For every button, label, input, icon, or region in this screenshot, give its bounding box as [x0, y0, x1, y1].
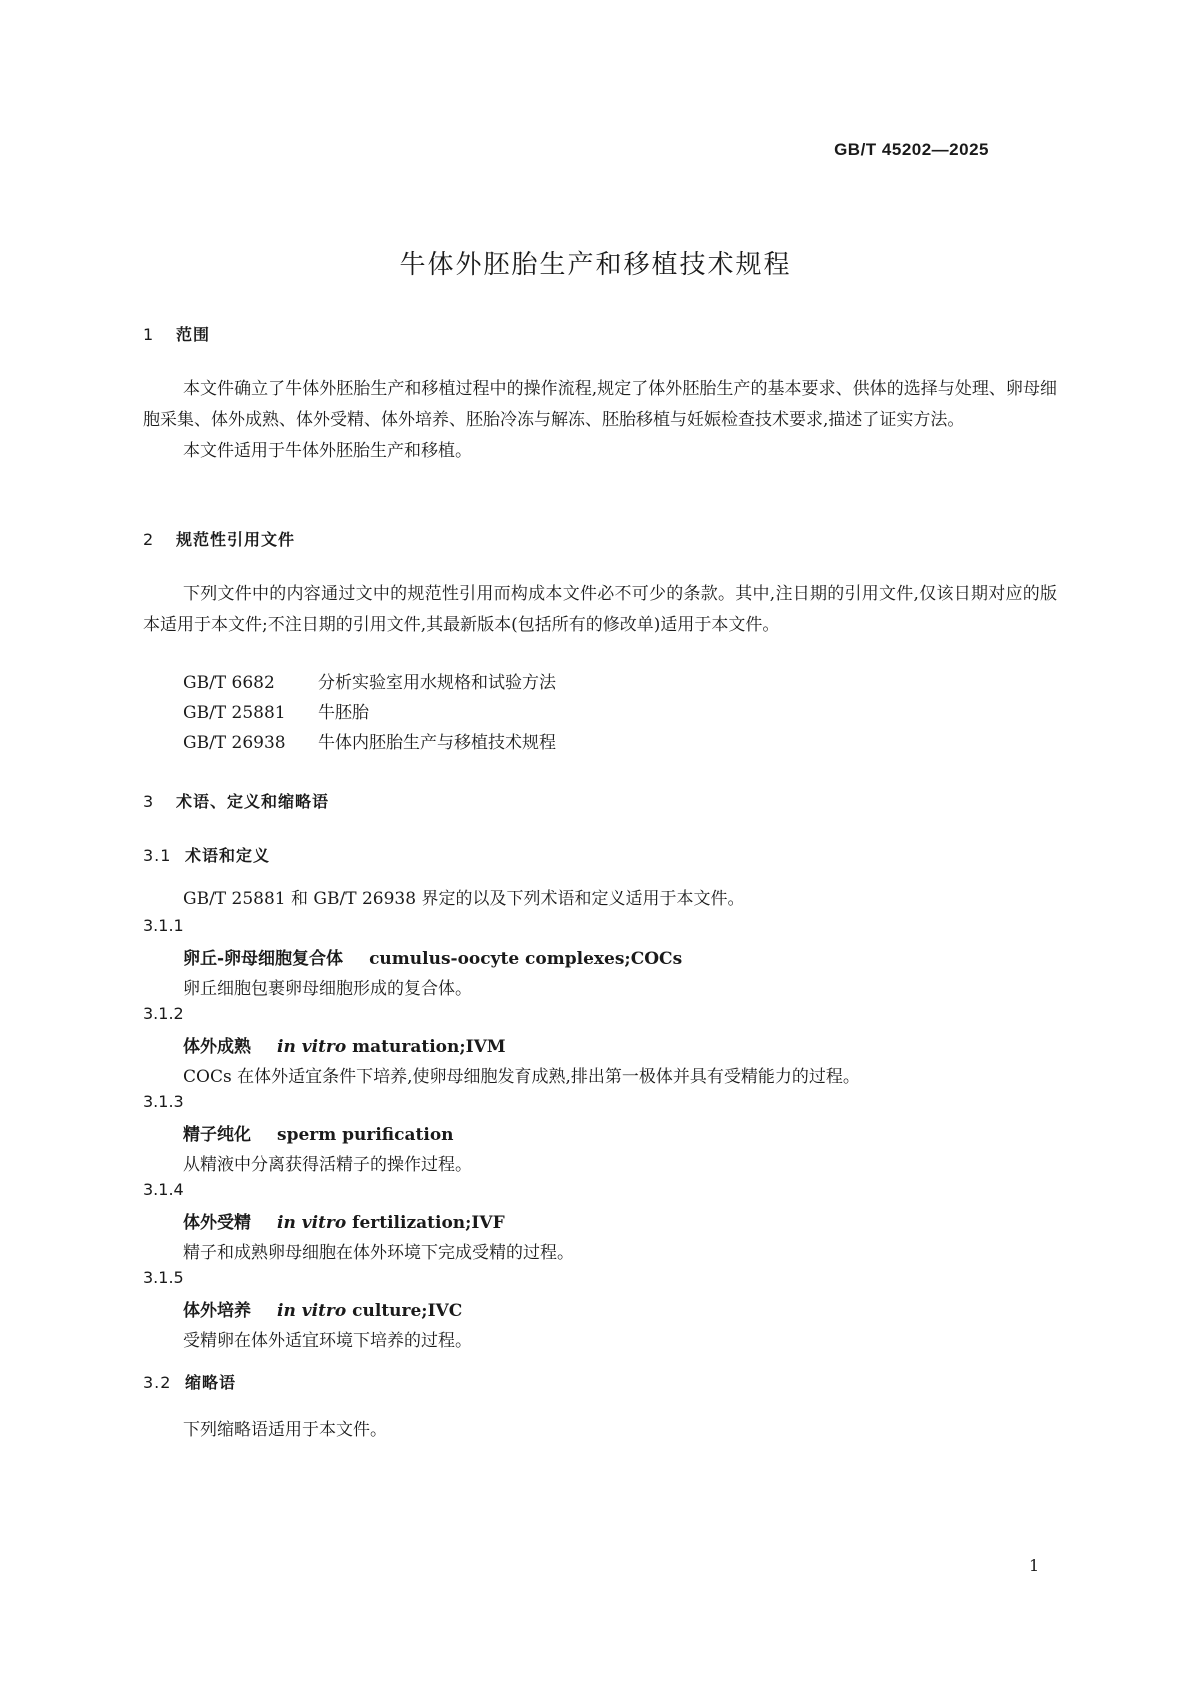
term-definition: 卵丘细胞包裹卵母细胞形成的复合体。 — [183, 979, 472, 999]
term-chinese: 体外成熟 — [183, 1037, 251, 1057]
paragraph: 本文件确立了牛体外胚胎生产和移植过程中的操作流程,规定了体外胚胎生产的基本要求、供体的选择与处理、卵母细胞采集、体外成熟、体外受精、体外培养、胚胎冷冻与解冻、胚胎移植与妊娠检查技术要求,描述了证实方法。 — [143, 379, 1057, 430]
section-2-heading — [143, 527, 295, 550]
paragraph: 本文件适用于牛体外胚胎生产和移植。 — [183, 441, 472, 461]
term-english — [277, 1301, 462, 1321]
subsection-3-2-heading — [143, 1370, 236, 1393]
term-english-rest: culture;IVC — [352, 1301, 463, 1321]
term-number: 3.1.1 — [143, 916, 184, 935]
term-heading — [183, 1296, 462, 1321]
term-english: sperm purification — [277, 1125, 454, 1145]
reference-code: GB/T 25881 — [183, 703, 286, 723]
page-number: 1 — [1029, 1556, 1040, 1575]
reference-code: GB/T 26938 — [183, 733, 286, 753]
term-english-rest: fertilization;IVF — [352, 1213, 505, 1233]
reference-item — [183, 668, 556, 699]
reference-name: 牛体内胚胎生产与移植技术规程 — [318, 733, 556, 753]
term-definition: COCs 在体外适宜条件下培养,使卵母细胞发育成熟,排出第一极体并具有受精能力的过程。 — [183, 1067, 860, 1087]
subsection-title: 术语和定义 — [185, 846, 271, 865]
section-number: 3 — [143, 792, 155, 811]
term-definition: 精子和成熟卵母细胞在体外环境下完成受精的过程。 — [183, 1243, 574, 1263]
section-number: 2 — [143, 530, 155, 549]
term-english — [277, 1213, 505, 1233]
term-english-italic: in vitro — [277, 1301, 347, 1321]
paragraph: 下列文件中的内容通过文中的规范性引用而构成本文件必不可少的条款。其中,注日期的引用文件,仅该日期对应的版本适用于本文件;不注日期的引用文件,其最新版本(包括所有的修改单)适用于本文件。 — [143, 584, 1057, 635]
section-title: 术语、定义和缩略语 — [176, 792, 330, 811]
term-definition: 受精卵在体外适宜环境下培养的过程。 — [183, 1331, 472, 1351]
section-title: 范围 — [176, 325, 211, 344]
term-heading — [183, 1120, 454, 1145]
reference-name: 分析实验室用水规格和试验方法 — [318, 673, 556, 693]
term-english: cumulus-oocyte complexes;COCs — [369, 949, 683, 969]
term-english-italic: in vitro — [277, 1213, 347, 1233]
term-chinese: 体外受精 — [183, 1213, 251, 1233]
section-1-heading — [143, 322, 210, 345]
section-title: 规范性引用文件 — [176, 530, 296, 549]
reference-item — [183, 728, 556, 759]
abbreviations-intro: 下列缩略语适用于本文件。 — [183, 1420, 387, 1440]
term-chinese: 精子纯化 — [183, 1125, 251, 1145]
term-english — [277, 1037, 506, 1057]
standard-number: GB/T 45202—2025 — [834, 140, 989, 159]
section-number: 1 — [143, 325, 155, 344]
subsection-number: 3.2 — [143, 1373, 172, 1392]
section-3-heading — [143, 789, 329, 812]
term-number: 3.1.5 — [143, 1268, 184, 1287]
reference-code: GB/T 6682 — [183, 673, 275, 693]
document-title: 牛体外胚胎生产和移植技术规程 — [399, 250, 792, 280]
reference-item — [183, 698, 369, 729]
subsection-3-1-heading — [143, 843, 270, 866]
term-number: 3.1.4 — [143, 1180, 184, 1199]
subsection-title: 缩略语 — [185, 1373, 237, 1392]
reference-name: 牛胚胎 — [318, 703, 369, 723]
term-number: 3.1.2 — [143, 1004, 184, 1023]
term-chinese: 卵丘-卵母细胞复合体 — [183, 949, 344, 969]
term-english-italic: in vitro — [277, 1037, 347, 1057]
section-2-body — [143, 579, 1057, 641]
term-chinese: 体外培养 — [183, 1301, 251, 1321]
term-definition: 从精液中分离获得活精子的操作过程。 — [183, 1155, 472, 1175]
term-heading — [183, 1032, 506, 1057]
term-heading — [183, 944, 682, 969]
section-1-body — [143, 374, 1057, 467]
term-heading — [183, 1208, 505, 1233]
term-number: 3.1.3 — [143, 1092, 184, 1111]
term-english-rest: maturation;IVM — [352, 1037, 506, 1057]
subsection-number: 3.1 — [143, 846, 172, 865]
terms-intro: GB/T 25881 和 GB/T 26938 界定的以及下列术语和定义适用于本文件。 — [183, 889, 745, 909]
